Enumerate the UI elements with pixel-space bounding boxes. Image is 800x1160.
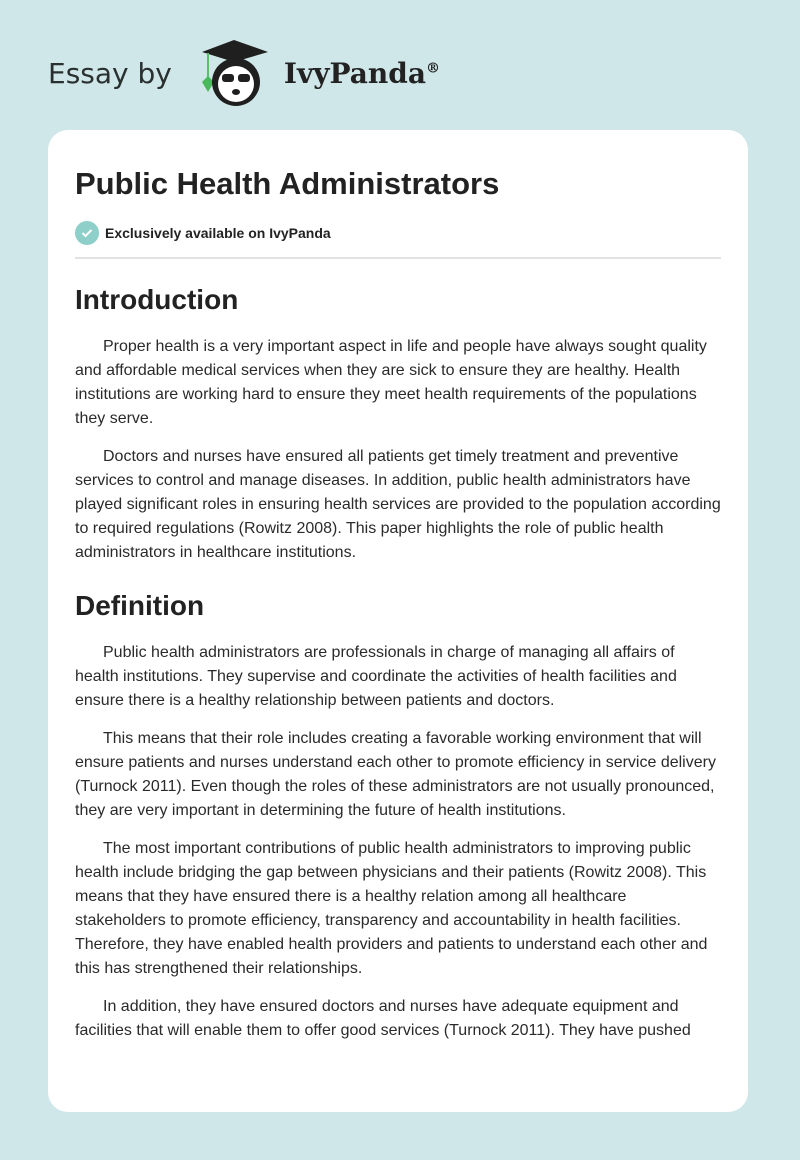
paragraph: Doctors and nurses have ensured all patients get timely treatment and preventive services to control and manage diseases. In addition, public health administrators have played significant roles in ensuring health services are provided to the population according to required regulations (Rowitz 2008). This paper highlights the role of public health administrators in healthcare institutions. (75, 448, 721, 561)
site-header (48, 38, 440, 108)
exclusive-badge (75, 221, 721, 245)
paragraph: The most important contributions of public health administrators to improving public health include bridging the gap between physicians and their patients (Rowitz 2008). This means that they have ensured there is a healthy relation among all healthcare stakeholders to promote efficiency, transparency and accountability in health facilities. Therefore, they have enabled health providers and patients to understand each other and this has strengthened their relationships. (75, 840, 708, 977)
section-heading: Introduction (75, 284, 239, 315)
paragraph: In addition, they have ensured doctors and nurses have adequate equipment and facilities that will enable them to offer good services (Turnock 2011). They have pushed (75, 998, 691, 1039)
checkmark-icon (75, 221, 99, 245)
ivypanda-logo-icon[interactable] (190, 38, 274, 108)
paragraph: Public health administrators are professionals in charge of managing all affairs of health institutions. They supervise and coordinate the activities of health facilities and ensure there is a healthy relationship between patients and doctors. (75, 644, 677, 709)
essay-by-label: Essay by (48, 56, 172, 90)
brand-name[interactable]: IvyPanda® (283, 56, 441, 90)
divider (75, 257, 721, 259)
paragraph: Proper health is a very important aspect in life and people have always sought quality and affordable medical services when they are sick to ensure they are healthy. Health institutions are working hard to ensure they meet health requirements of the populations they serve. (75, 338, 707, 427)
section-heading: Definition (75, 590, 205, 621)
page-title: Public Health Administrators (75, 166, 500, 201)
essay-card (48, 130, 748, 1112)
paragraph: This means that their role includes creating a favorable working environment that will ensure patients and nurses understand each other to promote efficiency in service delivery (Turnock 2011). Even though the roles of these administrators are not usually pronounced, they are very important in determining the future of health institutions. (75, 730, 716, 819)
badge-label: Exclusively available on IvyPanda (105, 225, 331, 241)
